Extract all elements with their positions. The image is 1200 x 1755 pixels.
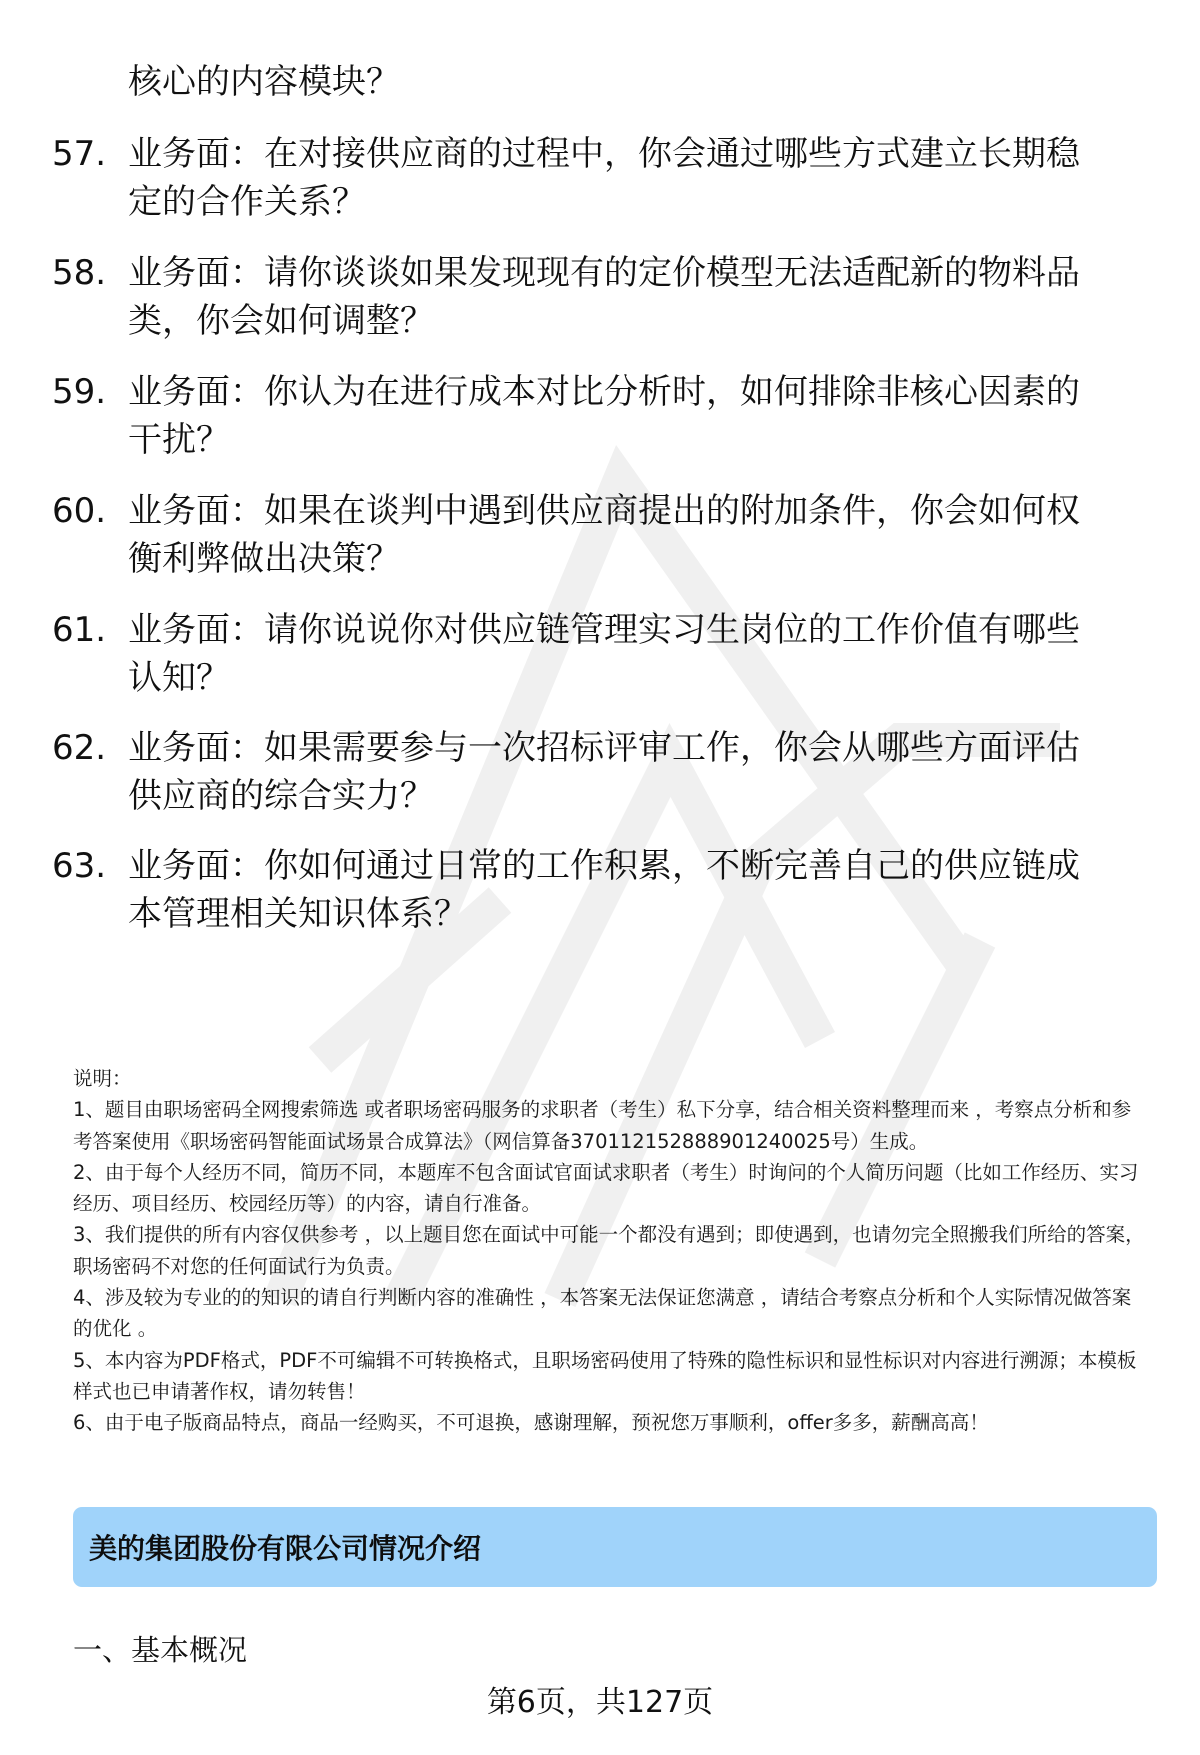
disclaimer-notes	[73, 1063, 1148, 1439]
section-banner	[73, 1507, 1157, 1587]
question-text-line2: 定的合作关系？	[128, 182, 366, 222]
question-number: 58.	[52, 253, 107, 293]
question-text-line1: 业务面：在对接供应商的过程中，你会通过哪些方式建立长期稳	[128, 134, 1080, 174]
question-number: 60.	[52, 491, 107, 531]
question-56-continuation: 核心的内容模块？	[128, 62, 400, 102]
question-item	[52, 368, 1152, 464]
question-text-line1: 业务面：请你说说你对供应链管理实习生岗位的工作价值有哪些	[128, 610, 1080, 650]
note-item-5: 5、本内容为PDF格式，PDF不可编辑不可转换格式，且职场密码使用了特殊的隐性标识和显性标识对内容进行溯源；本模板样式也已申请著作权，请勿转售！	[73, 1348, 1137, 1403]
question-item	[52, 842, 1152, 938]
question-item	[52, 130, 1152, 226]
page-number-footer: 第6页，共127页	[486, 1685, 714, 1720]
section-title: 美的集团股份有限公司情况介绍	[89, 1532, 482, 1565]
note-item-4: 4、涉及较为专业的的知识的请自行判断内容的准确性 ，本答案无法保证您满意 ，请结合考察点分析和个人实际情况做答案的优化 。	[73, 1286, 1132, 1341]
question-text-line2: 认知？	[128, 658, 230, 698]
question-item	[52, 487, 1152, 583]
question-text-line2: 衡利弊做出决策？	[128, 539, 400, 579]
question-item	[52, 724, 1152, 820]
question-number: 62.	[52, 728, 107, 768]
question-text-line2: 干扰？	[128, 420, 230, 460]
question-text-line2: 本管理相关知识体系？	[128, 894, 468, 934]
note-item-6: 6、由于电子版商品特点，商品一经购买，不可退换，感谢理解，预祝您万事顺利，offer多多，薪酬高高！	[73, 1411, 989, 1435]
note-item-1: 1、题目由职场密码全网搜索筛选 或者职场密码服务的求职者（考生）私下分享，结合相关资料整理而来 ，考察点分析和参考答案使用《职场密码智能面试场景合成算法》（网信算备370112152888901240025号）生成。	[73, 1098, 1132, 1153]
question-text-line1: 业务面：如果需要参与一次招标评审工作，你会从哪些方面评估	[128, 728, 1080, 768]
notes-title: 说明：	[73, 1067, 132, 1090]
question-number: 63.	[52, 846, 107, 886]
note-item-2: 2、由于每个人经历不同，简历不同，本题库不包含面试官面试求职者（考生）时询问的个人简历问题（比如工作经历、实习经历、项目经历、校园经历等）的内容，请自行准备。	[73, 1160, 1139, 1216]
question-item	[52, 249, 1152, 345]
question-text-line2: 类，你会如何调整？	[128, 301, 434, 341]
question-text-line1: 业务面：你认为在进行成本对比分析时，如何排除非核心因素的	[128, 372, 1080, 412]
note-item-3: 3、我们提供的所有内容仅供参考 ，以上题目您在面试中可能一个都没有遇到；即使遇到，也请勿完全照搬我们所给的答案，职场密码不对您的任何面试行为负责。	[73, 1223, 1145, 1278]
question-item	[52, 606, 1152, 702]
question-number: 61.	[52, 610, 107, 650]
question-text-line2: 供应商的综合实力？	[128, 776, 434, 816]
question-number: 59.	[52, 372, 107, 412]
subheading-basic-overview: 一、基本概况	[73, 1633, 248, 1667]
question-text-line1: 业务面：你如何通过日常的工作积累，不断完善自己的供应链成	[128, 846, 1080, 886]
question-number: 57.	[52, 134, 107, 174]
question-text-line1: 业务面：请你谈谈如果发现现有的定价模型无法适配新的物料品	[128, 253, 1080, 293]
question-text-line1: 业务面：如果在谈判中遇到供应商提出的附加条件，你会如何权	[128, 491, 1080, 531]
